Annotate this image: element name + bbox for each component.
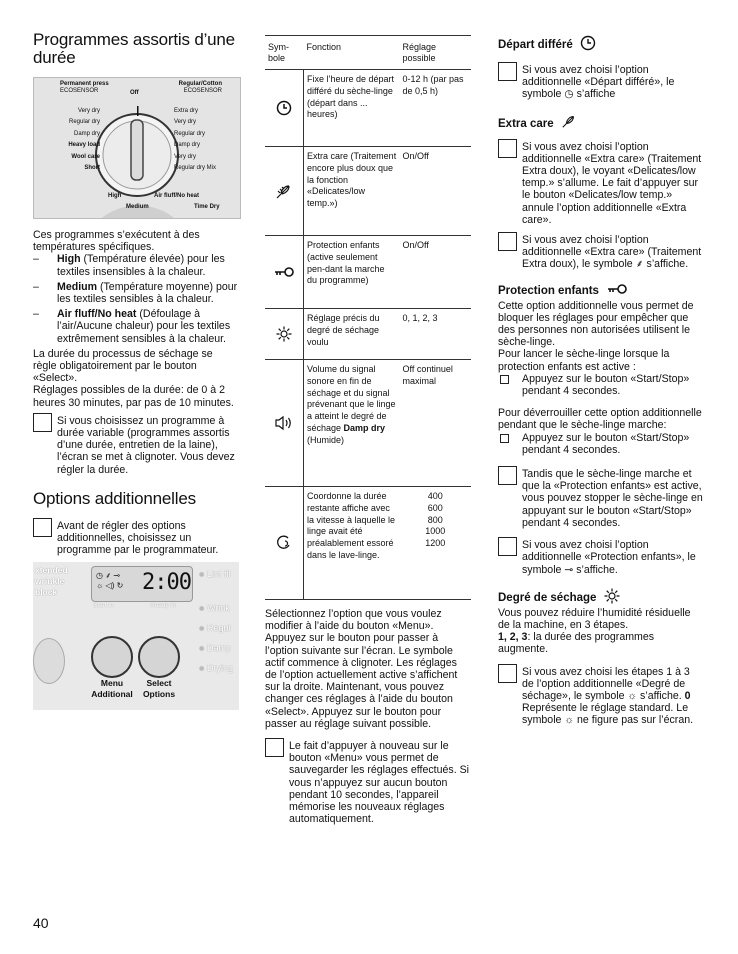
menu-instructions: Sélectionnez l’option que vous voulez modifier à l’aide du bouton «Menu». Appuyez sur le bouton pour passer à l’option suivante sur l’écran. Le symbole actif commence à clignoter. Les réglages de l’option actuellement active s’affichent sur la droite. Maintenant, vous pouvez changer ces réglages à l’aide du bouton «Select». Appuyez sur le bouton pour passer au réglage suivant possible. <box>265 608 458 730</box>
indicator-label: Damp <box>206 643 231 654</box>
cell-function-tail: (Humide) <box>307 434 345 445</box>
bullet-high <box>33 253 239 277</box>
header-symbole: Sym- bole <box>268 42 289 63</box>
left-column <box>33 0 239 931</box>
check-text: Appuyez sur le bouton «Start/Stop» pendant 4 secondes. <box>522 431 690 456</box>
panel-text: wrinkle <box>35 576 65 587</box>
start-in-label: Start in <box>93 602 114 610</box>
feather-icon <box>265 147 304 236</box>
dial-illustration <box>33 77 241 219</box>
heading-text: Départ différé <box>498 39 573 51</box>
dial-label: Short <box>84 165 100 172</box>
select-label-text: Options <box>142 688 176 699</box>
key-icon <box>606 283 628 295</box>
protect-check-1 <box>498 373 704 397</box>
panel-text: xtended <box>35 565 68 576</box>
degre-text: : la durée des programmes augmente. <box>498 631 655 656</box>
bullet-bold: Medium <box>57 280 98 293</box>
cell-function: Extra care (Traitement encore plus doux que la fonction «Delicates/low temp.») <box>304 147 400 236</box>
cell-setting: 400 600 800 1000 1200 <box>400 487 472 600</box>
dial-label: Very dry <box>77 108 100 114</box>
note-text: Si vous avez choisi l’option additionnelle «Extra care» (Traitement Extra doux), le voyant «Delicates/low temp.» s’allume. Le fait d’appuyer sur le bouton «Delicates/low temp.» annule l’option additionnelle «Extra care». <box>522 140 702 226</box>
menu-button[interactable] <box>91 636 133 678</box>
bullet-bold: Air fluff/No heat <box>57 308 137 321</box>
ready-in-label: Ready in <box>150 602 176 610</box>
select-label <box>137 678 181 699</box>
cell-function: Protection enfants (active seulement pen-dant la marche du programme) <box>304 236 400 309</box>
display-time: 2:00 <box>142 570 191 596</box>
note-text: Si vous avez choisi l’option additionnelle «Départ différé», le symbole ◷ s’affiche <box>522 64 675 101</box>
indicator-row: ● Damp <box>199 643 231 654</box>
degre-bold: 1, 2, 3 <box>498 631 528 644</box>
speaker-icon <box>265 360 304 487</box>
protect-paragraph-1: Cette option additionnelle vous permet de bloquer les réglages pour empêcher que des personnes non autorisées utilisent le sèche-linge. <box>498 299 694 349</box>
settings-text: Réglages possibles de la durée: de 0 à 2 heures 30 minutes, par pas de 10 minutes. <box>33 384 234 409</box>
dial-label-off: Off <box>130 90 139 96</box>
heading-protection-enfants <box>498 283 704 298</box>
indicator-row: ● Regul <box>199 623 231 634</box>
heading-depart-differe <box>498 35 704 52</box>
note-text: Si vous avez choisi l’option additionnelle «Protection enfants», le symbole ⊸ s’affiche. <box>522 539 696 576</box>
indicator-row: ● Drying <box>199 663 233 674</box>
dial-label-ecosensor-left: ECOSENSOR <box>60 88 99 94</box>
note-protect-1 <box>498 468 704 529</box>
rotation-icon <box>265 487 304 600</box>
table-row <box>265 70 471 147</box>
note-text-tail: Représente le réglage standard. Le symbole ☼ ne figure pas sur l’écran. <box>522 702 694 727</box>
note-text: Si vous avez choisi les étapes 1 à 3 de l’option additionnelle «Degré de séchage», le symbole ☼ s’affiche. <box>522 665 690 702</box>
dash: – <box>33 280 39 293</box>
menu-label <box>89 678 135 699</box>
note-menu-save <box>265 740 471 825</box>
check-text: Appuyez sur le bouton «Start/Stop» pendant 4 secondes. <box>522 372 690 398</box>
menu-label-text: Additional <box>91 688 133 699</box>
note-box <box>498 466 517 485</box>
table-row <box>265 487 471 600</box>
note-text: Le fait d’appuyer à nouveau sur le bouton «Menu» vous permet de sauvegarder les réglages effectués. Si vous n’appuyez sur aucun bouton pendant 10 secondes, l’appareil mémorise les nouveaux réglages automatiquement. <box>289 740 470 826</box>
note-text: Tandis que le sèche-linge marche et que la «Protection enfants» est active, vous pouvez stopper le sèche-linge en appuyant sur le bouton «Start/Stop» pendant 4 secondes. <box>522 468 703 529</box>
clock-icon <box>580 35 596 51</box>
select-button[interactable] <box>138 636 180 678</box>
bullet-text: (Température élevée) pour les textiles insensibles à la chaleur. <box>57 253 225 278</box>
note-extra-care-1 <box>498 141 704 226</box>
note-box <box>498 232 517 251</box>
dial-label-high: High <box>108 193 122 199</box>
heading-text: Extra care <box>498 117 554 130</box>
note-box <box>33 413 52 432</box>
options-table <box>265 35 471 600</box>
dial-label: Very dry <box>174 153 197 160</box>
header-fonction: Fonction <box>306 42 342 52</box>
dial-label: Damp dry <box>73 130 100 137</box>
note-text: Si vous choisissez un programme à durée variable (programmes assortis d’une durée, entretien de la laine), l’écran se met à clignoter. Vous devez régler la durée. <box>57 414 235 476</box>
dash: – <box>33 308 39 321</box>
protect-check-2 <box>498 432 704 456</box>
note-text: Avant de régler des options additionnelles, choisissez un programme par le programmateur. <box>57 519 219 557</box>
table-row <box>265 147 471 236</box>
key-icon <box>265 236 304 309</box>
note-box <box>498 664 517 683</box>
dial-label-regular-cotton: Regular/Cotton <box>178 81 222 87</box>
protect-paragraph-3: Pour déverrouiller cette option additionnelle pendant que le sèche-linge marche: <box>498 407 702 432</box>
protect-paragraph-2: Pour lancer le sèche-linge lorsque la protection enfants est active : <box>498 348 670 373</box>
indicator-label: Lint fil <box>206 569 231 580</box>
panel-text: block <box>35 587 58 598</box>
bullet-medium <box>33 281 239 305</box>
indicator-label: Wrink <box>206 603 230 614</box>
note-extra-care-2 <box>498 234 704 271</box>
note-before-options <box>33 520 239 557</box>
cell-function: Coordonne la durée restante affiche avec la vitesse à laquelle le linge avait été préalablement essoré dans le lave-linge. <box>304 487 400 600</box>
bullet-bold: High <box>57 253 81 266</box>
dial-label-time-dry: Time Dry <box>194 204 220 210</box>
dial-label: Damp dry <box>174 142 201 149</box>
heading-degre-sechage <box>498 588 704 605</box>
note-box <box>33 518 52 537</box>
note-box <box>265 738 284 757</box>
dial-left-labels <box>62 106 100 174</box>
note-degre <box>498 666 704 727</box>
dial-label: Regular dry <box>68 119 100 126</box>
panel-left-text <box>35 565 68 598</box>
note-box <box>498 62 517 81</box>
sun-icon <box>604 588 620 604</box>
right-column <box>498 35 704 727</box>
indicator-row: ● Lint fil <box>199 569 231 580</box>
indicator-label: Regul <box>206 623 231 634</box>
dial-label: Heavy load <box>68 142 100 149</box>
note-protect-2 <box>498 539 704 576</box>
dial-label-permanent-press: Permanent press <box>60 81 109 87</box>
dash: – <box>33 253 39 266</box>
cell-setting: 0, 1, 2, 3 <box>400 309 472 360</box>
intro-text: Ces programmes s’exécutent à des températures spécifiques. <box>33 229 200 254</box>
control-panel-illustration <box>33 562 239 710</box>
note-box <box>498 537 517 556</box>
panel-display <box>91 566 193 602</box>
dial-label-medium: Medium <box>126 204 149 210</box>
dial-label: Extra dry <box>174 108 199 114</box>
cell-function: Fixe l’heure de départ différé du sèche-linge (départ dans ... heures) <box>304 70 400 147</box>
header-reglage: Réglage possible <box>402 42 437 63</box>
note-variable-duration <box>33 415 239 476</box>
cell-function-text: Volume du signal sonore en fin de séchage et du signal prévenant que le linge a atteint le degré de séchage <box>307 364 396 433</box>
degre-paragraph-1: Vous pouvez réduire l’humidité résiduelle de la machine, en 3 étapes. <box>498 606 691 631</box>
note-text: Si vous avez choisi l’option additionnelle «Extra care» (Traitement Extra doux), le symbole ⸙ s’affiche. <box>522 234 702 271</box>
sun-icon <box>265 309 304 360</box>
cell-setting: Off continuel maximal <box>400 360 472 487</box>
dial-label-ecosensor-right: ECOSENSOR <box>183 88 222 94</box>
page-number: 40 <box>33 915 49 931</box>
degre-paragraph-2 <box>498 631 704 655</box>
select-label-text: Select <box>146 678 172 689</box>
cell-function <box>304 360 400 487</box>
note-bold: 0 <box>684 689 691 702</box>
dial-label: Wool care <box>71 153 100 160</box>
checkbox-icon <box>500 434 509 443</box>
dial-label: Regular dry <box>174 130 206 137</box>
dial-label-air-fluff: Air fluff/No heat <box>154 193 199 199</box>
cell-setting: On/Off <box>400 236 472 309</box>
dial-right-labels <box>174 106 238 174</box>
cell-function: Réglage précis du degré de séchage voulu <box>304 309 400 360</box>
heading-options: Options additionnelles <box>33 488 196 508</box>
clock-icon <box>265 70 304 147</box>
table-header <box>265 36 471 70</box>
checkbox-icon <box>500 375 509 384</box>
cell-setting: 0-12 h (par pas de 0,5 h) <box>400 70 472 147</box>
heading-extra-care <box>498 113 704 131</box>
dial-label: Very dry <box>174 119 197 126</box>
bullet-text: (Défoulage à l’air/Aucune chaleur) pour les textiles extrêmement sensibles à la chaleur. <box>57 308 231 345</box>
bullet-air-fluff <box>33 308 239 345</box>
panel-right-list <box>199 564 233 678</box>
duration-text: La durée du processus de séchage se règle obligatoirement par le bouton «Select». <box>33 347 213 385</box>
heading-text: Protection enfants <box>498 284 599 297</box>
middle-column <box>265 35 471 825</box>
heading-programmes: Programmes assortis d’une durée <box>33 30 235 67</box>
table-row <box>265 236 471 309</box>
table-row <box>265 309 471 360</box>
indicator-label: Drying <box>206 663 233 674</box>
heading-text: Degré de séchage <box>498 591 597 604</box>
cell-setting: On/Off <box>400 147 472 236</box>
display-icons: ◷ ⸙ ⊸ ☼ ◁) ↻ <box>96 571 124 591</box>
feather-icon <box>561 113 577 129</box>
round-button-left[interactable] <box>33 638 65 684</box>
cell-function-bold: Damp dry <box>343 422 386 433</box>
table-row <box>265 360 471 487</box>
note-depart <box>498 64 704 101</box>
note-box <box>498 139 517 158</box>
dial-label: Regular dry Mix <box>174 165 217 172</box>
bullet-text: (Température moyenne) pour les textiles sensibles à la chaleur. <box>57 280 238 306</box>
menu-label-text: Menu <box>100 678 124 689</box>
indicator-row: ● Wrink <box>199 603 230 614</box>
